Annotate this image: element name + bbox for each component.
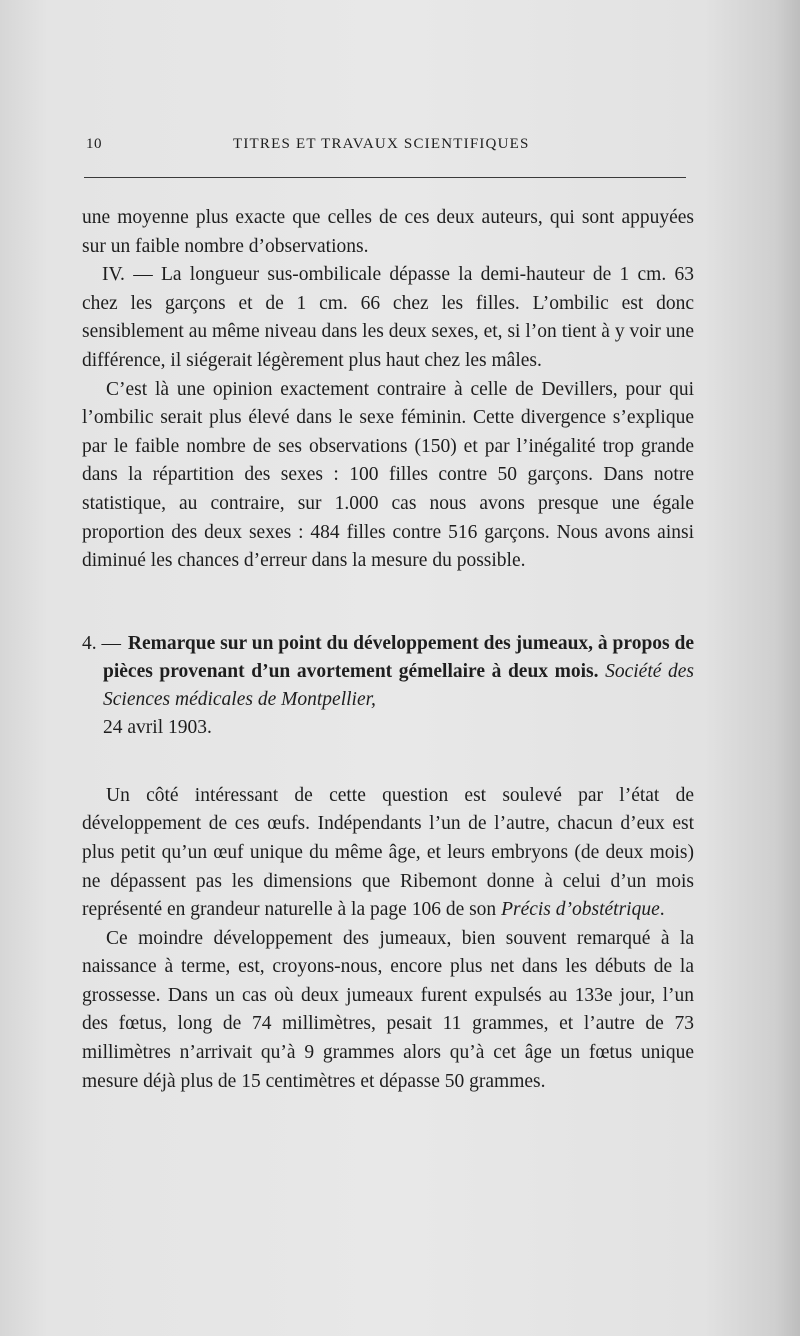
section-numeral: IV. <box>102 264 125 286</box>
item-heading <box>82 630 694 742</box>
paragraph-iv <box>82 261 694 375</box>
book-title: Précis d’obstétrique <box>501 899 660 921</box>
paragraph-development-end: . <box>659 899 665 921</box>
spacer <box>82 742 694 782</box>
paragraph-continuation: une moyenne plus exacte que celles de ces deux auteurs, qui sont appuyées sur un faible nombre d’observations. <box>82 207 694 257</box>
item-date: 24 avril 1903. <box>103 716 212 738</box>
paragraph-devillers: C’est là une opinion exactement contraire à celle de Devillers, pour qui l’ombilic serait plus élevé dans le sexe féminin. Cette divergence s’explique par le faible nombre de ses observations (150) et par l’inégalité trop grande dans la répartition des sexes : 100 filles contre 50 garçons. Dans notre statistique, au contraire, sur 1.000 cas nous avons presque une égale proportion des deux sexes : 484 filles contre 516 garçons. Nous avons ainsi diminué les chances d’erreur dans la mesure du possible. <box>82 378 694 572</box>
paragraph-twins: Ce moindre développement des jumeaux, bien souvent remarqué à la naissance à terme, est, croyons-nous, encore plus net dans les débuts de la grossesse. Dans un cas où deux jumeaux furent expulsés au 133e jour, l’un des fœtus, long de 74 millimètres, pesait 11 grammes, et l’autre de 73 millimètres n’arrivait qu’à 9 grammes alors qu’à cet âge un fœtus unique mesure déjà plus de 15 centimètres et dépasse 50 grammes. <box>82 927 694 1092</box>
paragraph-development <box>82 782 694 925</box>
item-title: Remarque sur un point du développement des jumeaux, à propos de pièces provenant d’un avortement gémellaire à deux mois. <box>103 632 695 682</box>
spacer <box>82 576 694 630</box>
page-number: 10 <box>86 136 102 152</box>
item-number: 4. — <box>82 632 126 654</box>
page-header <box>86 136 686 158</box>
paragraph-iv-text: — La longueur sus-ombilicale dépasse la demi-hauteur de 1 cm. 63 chez les garçons et de 1 cm. 66 chez les filles. L’ombilic est donc sensiblement au même niveau dans les deux sexes, et, si l’on tient à y voir une différence, il siégerait légèrement plus haut chez les mâles. <box>82 264 694 371</box>
running-head: TITRES ET TRAVAUX SCIENTIFIQUES <box>233 136 530 152</box>
body-text <box>82 204 694 1096</box>
paragraph-development-text: Un côté intéressant de cette question est soulevé par l’état de développement de ces œufs. Indépendants l’un de l’autre, chacun d’eux est plus petit qu’un œuf unique du même âge, et leurs embryons (de deux mois) ne dépassent pas les dimensions que Ribemont donne à celui d’un mois représenté en grandeur naturelle à la page 106 de son <box>82 784 694 921</box>
header-rule <box>84 177 686 178</box>
item-journal: Société des Sciences médicales de Montpellier, <box>103 660 694 710</box>
